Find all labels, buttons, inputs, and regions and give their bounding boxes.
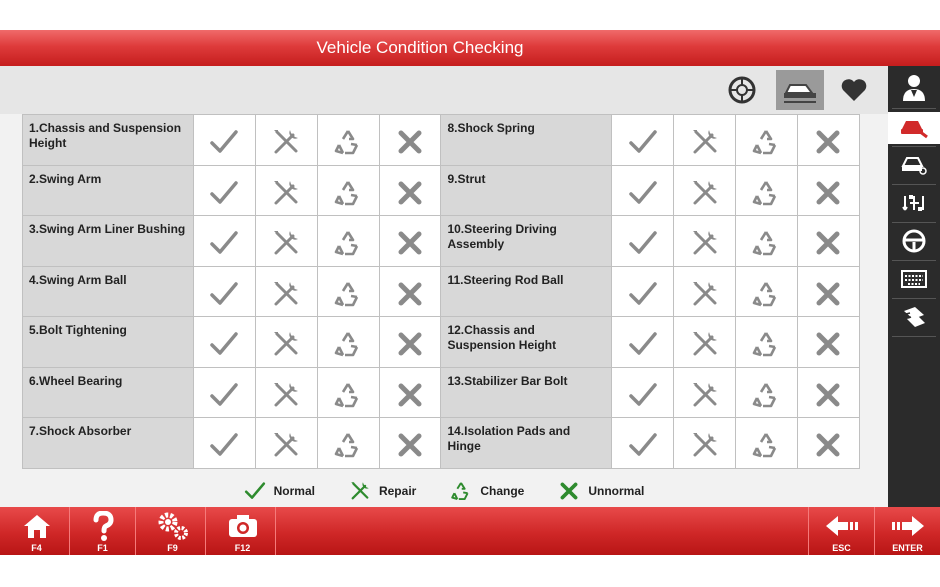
option-repair-button[interactable]: [674, 266, 736, 317]
chip-icon[interactable]: [888, 300, 940, 334]
option-unnormal-button[interactable]: [797, 317, 859, 368]
check-item-label: 14.Isolation Pads and Hinge: [441, 418, 612, 469]
repair-icon: [690, 430, 720, 460]
repair-icon: [690, 380, 720, 410]
option-repair-button[interactable]: [255, 216, 317, 267]
option-normal-button[interactable]: [193, 216, 255, 267]
cross-icon: [813, 430, 843, 460]
option-repair-button[interactable]: [674, 165, 736, 216]
option-normal-button[interactable]: [193, 317, 255, 368]
check-item-label: 5.Bolt Tightening: [23, 317, 194, 368]
legend-change: [450, 480, 524, 502]
legend-change-label: Change: [480, 484, 525, 498]
check-icon: [209, 228, 239, 258]
check-item-label: 3.Swing Arm Liner Bushing: [23, 216, 194, 267]
camera-icon: [227, 513, 259, 539]
check-item-label: 9.Strut: [441, 165, 612, 216]
repair-icon: [271, 329, 301, 359]
car-search-icon[interactable]: [888, 148, 940, 182]
recycle-icon: [751, 430, 781, 460]
option-change-button[interactable]: [736, 418, 798, 469]
check-item-label: 7.Shock Absorber: [23, 418, 194, 469]
option-unnormal-button[interactable]: [797, 165, 859, 216]
cross-icon: [558, 480, 580, 502]
option-repair-button[interactable]: [255, 367, 317, 418]
back-arrow-icon: [824, 514, 860, 538]
recycle-icon: [333, 279, 363, 309]
repair-icon: [271, 228, 301, 258]
enter-arrow-icon: [890, 514, 926, 538]
option-unnormal-button[interactable]: [797, 216, 859, 267]
option-change-button[interactable]: [736, 216, 798, 267]
option-repair-button[interactable]: [674, 367, 736, 418]
recycle-icon: [333, 178, 363, 208]
option-repair-button[interactable]: [255, 317, 317, 368]
option-unnormal-button[interactable]: [379, 165, 441, 216]
check-icon: [209, 178, 239, 208]
option-normal-button[interactable]: [193, 418, 255, 469]
recycle-icon: [450, 480, 472, 502]
recycle-icon: [751, 228, 781, 258]
check-icon: [628, 178, 658, 208]
enter-key-label: ENTER: [892, 543, 923, 553]
check-item-label: 12.Chassis and Suspension Height: [441, 317, 612, 368]
legend-repair-label: Repair: [378, 484, 417, 498]
option-normal-button[interactable]: [193, 165, 255, 216]
legend-unnormal: [558, 480, 644, 502]
cross-icon: [813, 127, 843, 157]
check-icon: [628, 228, 658, 258]
window-title: Vehicle Condition Checking: [316, 38, 524, 57]
keyboard-icon[interactable]: [888, 262, 940, 296]
option-unnormal-button[interactable]: [797, 418, 859, 469]
option-normal-button[interactable]: [612, 266, 674, 317]
cross-icon: [813, 380, 843, 410]
check-item-label: 1.Chassis and Suspension Height: [23, 115, 194, 166]
home-button[interactable]: [4, 507, 70, 555]
option-change-button[interactable]: [317, 367, 379, 418]
checklist-row: [23, 115, 860, 166]
repair-icon: [271, 430, 301, 460]
title-bar: [0, 30, 940, 66]
legend-normal: [244, 480, 315, 502]
repair-icon: [690, 127, 720, 157]
settings-button[interactable]: [140, 507, 206, 555]
option-unnormal-button[interactable]: [379, 418, 441, 469]
recycle-icon: [751, 127, 781, 157]
transmission-icon[interactable]: [888, 186, 940, 220]
legend-repair: [349, 480, 416, 502]
technician-icon[interactable]: [888, 70, 940, 106]
cross-icon: [813, 329, 843, 359]
legend-unnormal-label: Unnormal: [588, 484, 645, 498]
check-item-label: 8.Shock Spring: [441, 115, 612, 166]
checklist-row: [23, 367, 860, 418]
settings-key-label: F9: [167, 543, 178, 553]
cross-icon: [395, 430, 425, 460]
option-normal-button[interactable]: [612, 216, 674, 267]
option-change-button[interactable]: [736, 165, 798, 216]
checklist-panel: [0, 114, 888, 507]
option-repair-button[interactable]: [255, 115, 317, 166]
recycle-icon: [333, 329, 363, 359]
recycle-icon: [751, 329, 781, 359]
check-icon: [244, 480, 266, 502]
option-unnormal-button[interactable]: [379, 115, 441, 166]
recycle-icon: [751, 380, 781, 410]
check-icon: [209, 127, 239, 157]
option-normal-button[interactable]: [612, 165, 674, 216]
option-unnormal-button[interactable]: [379, 317, 441, 368]
recycle-icon: [333, 430, 363, 460]
option-unnormal-button[interactable]: [797, 367, 859, 418]
cross-icon: [813, 279, 843, 309]
check-icon: [209, 279, 239, 309]
sidebar: [888, 66, 940, 507]
check-icon: [209, 329, 239, 359]
legend: [0, 478, 888, 504]
check-item-label: 13.Stabilizer Bar Bolt: [441, 367, 612, 418]
help-icon: [91, 511, 115, 541]
option-unnormal-button[interactable]: [379, 367, 441, 418]
enter-button[interactable]: [874, 507, 940, 555]
cross-icon: [395, 329, 425, 359]
check-icon: [628, 380, 658, 410]
option-change-button[interactable]: [736, 266, 798, 317]
check-item-label: 4.Swing Arm Ball: [23, 266, 194, 317]
checklist-row: [23, 418, 860, 469]
cross-icon: [395, 127, 425, 157]
repair-icon: [271, 127, 301, 157]
option-normal-button[interactable]: [612, 115, 674, 166]
check-icon: [628, 430, 658, 460]
legend-normal-label: Normal: [273, 484, 315, 498]
repair-icon: [690, 228, 720, 258]
recycle-icon: [751, 178, 781, 208]
settings-icon: [157, 511, 189, 541]
option-repair-button[interactable]: [255, 266, 317, 317]
checklist-row: [23, 165, 860, 216]
cross-icon: [395, 178, 425, 208]
repair-icon: [271, 178, 301, 208]
esc-button[interactable]: [808, 507, 874, 555]
option-repair-button[interactable]: [674, 216, 736, 267]
repair-icon: [690, 329, 720, 359]
option-change-button[interactable]: [736, 317, 798, 368]
repair-icon: [690, 178, 720, 208]
option-normal-button[interactable]: [193, 367, 255, 418]
bottom-strip: [0, 555, 940, 587]
camera-key-label: F12: [234, 543, 251, 553]
car-repair-icon[interactable]: [888, 112, 940, 144]
home-icon: [22, 512, 52, 540]
steering-wheel-icon[interactable]: [888, 224, 940, 258]
option-change-button[interactable]: [317, 418, 379, 469]
option-unnormal-button[interactable]: [379, 216, 441, 267]
check-icon: [628, 329, 658, 359]
cross-icon: [395, 279, 425, 309]
option-change-button[interactable]: [317, 317, 379, 368]
option-change-button[interactable]: [317, 165, 379, 216]
option-repair-button[interactable]: [674, 317, 736, 368]
option-change-button[interactable]: [736, 367, 798, 418]
option-unnormal-button[interactable]: [379, 266, 441, 317]
cross-icon: [813, 178, 843, 208]
cross-icon: [395, 380, 425, 410]
car-lift-icon[interactable]: [776, 70, 824, 110]
esc-key-label: ESC: [832, 543, 851, 553]
option-unnormal-button[interactable]: [797, 266, 859, 317]
help-key-label: F1: [97, 543, 108, 553]
cross-icon: [813, 228, 843, 258]
check-icon: [628, 279, 658, 309]
checklist-row: [23, 216, 860, 267]
repair-icon: [690, 279, 720, 309]
option-repair-button[interactable]: [674, 418, 736, 469]
repair-icon: [271, 380, 301, 410]
camera-button[interactable]: [210, 507, 276, 555]
checklist-grid: [22, 114, 860, 469]
option-change-button[interactable]: [317, 216, 379, 267]
repair-icon: [271, 279, 301, 309]
check-icon: [209, 430, 239, 460]
option-repair-button[interactable]: [255, 165, 317, 216]
recycle-icon: [333, 228, 363, 258]
option-change-button[interactable]: [317, 115, 379, 166]
recycle-icon: [333, 127, 363, 157]
option-unnormal-button[interactable]: [797, 115, 859, 166]
cross-icon: [395, 228, 425, 258]
check-item-label: 10.Steering Driving Assembly: [441, 216, 612, 267]
check-item-label: 2.Swing Arm: [23, 165, 194, 216]
bottom-bar: [0, 507, 940, 555]
option-normal-button[interactable]: [612, 418, 674, 469]
checklist-row: [23, 317, 860, 368]
option-normal-button[interactable]: [612, 317, 674, 368]
check-item-label: 11.Steering Rod Ball: [441, 266, 612, 317]
check-icon: [209, 380, 239, 410]
recycle-icon: [751, 279, 781, 309]
tire-icon[interactable]: [722, 70, 762, 110]
help-button[interactable]: [70, 507, 136, 555]
option-normal-button[interactable]: [193, 115, 255, 166]
option-normal-button[interactable]: [193, 266, 255, 317]
option-repair-button[interactable]: [255, 418, 317, 469]
recycle-icon: [333, 380, 363, 410]
option-change-button[interactable]: [736, 115, 798, 166]
option-change-button[interactable]: [317, 266, 379, 317]
repair-icon: [349, 480, 371, 502]
check-icon: [628, 127, 658, 157]
option-normal-button[interactable]: [612, 367, 674, 418]
toolbar: [0, 66, 888, 114]
check-item-label: 6.Wheel Bearing: [23, 367, 194, 418]
checklist-row: [23, 266, 860, 317]
option-repair-button[interactable]: [674, 115, 736, 166]
home-key-label: F4: [31, 543, 42, 553]
heart-icon[interactable]: [834, 70, 874, 110]
